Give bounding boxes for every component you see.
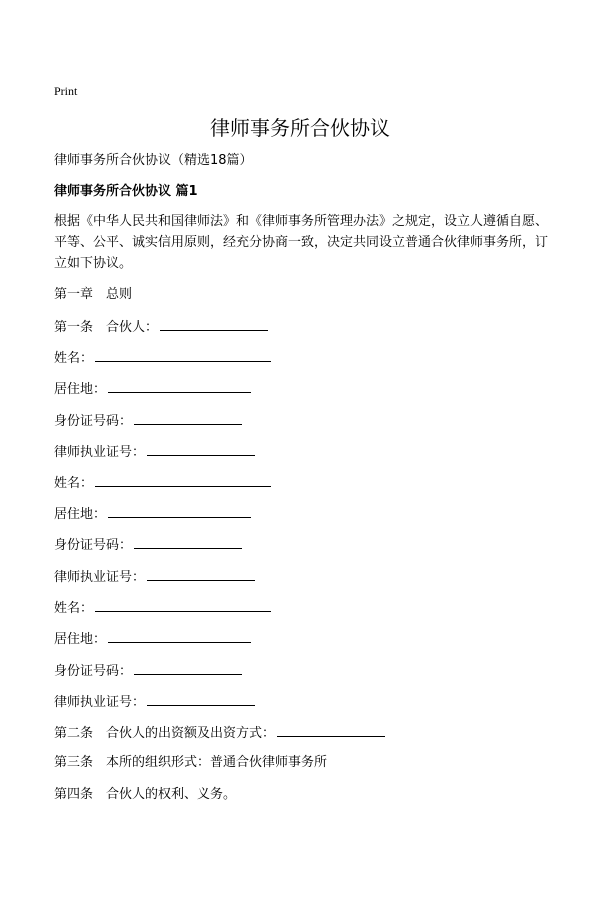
document-subtitle: 律师事务所合伙协议（精选18篇） <box>54 153 253 168</box>
residence-blank <box>108 379 251 393</box>
license-label: 律师执业证号： <box>54 695 146 710</box>
id-number-row <box>54 661 242 681</box>
residence-blank <box>108 504 251 518</box>
license-blank <box>147 567 255 581</box>
license-label: 律师执业证号： <box>54 570 146 585</box>
print-label[interactable]: Print <box>54 84 78 98</box>
id-number-label: 身份证号码： <box>54 414 133 429</box>
article-2-label: 第二条 合伙人的出资额及出资方式： <box>54 726 276 741</box>
residence-row <box>54 629 251 649</box>
name-row <box>54 348 271 368</box>
name-blank <box>95 598 271 612</box>
license-row <box>54 567 255 587</box>
article-1-row <box>54 317 268 337</box>
license-blank <box>147 692 255 706</box>
name-row <box>54 473 271 493</box>
id-number-row <box>54 535 242 555</box>
name-label: 姓名： <box>54 601 94 616</box>
residence-label: 居住地： <box>54 507 107 522</box>
name-label: 姓名： <box>54 476 94 491</box>
intro-paragraph: 根据《中华人民共和国律师法》和《律师事务所管理办法》之规定，设立人遵循自愿、平等、公平、诚实信用原则，经充分协商一致，决定共同设立普通合伙律师事务所，订立如下协议。 <box>54 214 549 271</box>
article-2-row <box>54 723 385 743</box>
license-row <box>54 442 255 462</box>
partner-blank <box>160 317 268 331</box>
article-4: 第四条 合伙人的权利、义务。 <box>54 787 237 802</box>
license-blank <box>147 442 255 456</box>
residence-label: 居住地： <box>54 382 107 397</box>
residence-row <box>54 504 251 524</box>
id-number-label: 身份证号码： <box>54 664 133 679</box>
name-blank <box>95 348 271 362</box>
name-blank <box>95 473 271 487</box>
name-row <box>54 598 271 618</box>
id-number-row <box>54 411 242 431</box>
article-1-label: 第一条 合伙人： <box>54 320 159 335</box>
residence-blank <box>108 629 251 643</box>
license-row <box>54 692 255 712</box>
name-label: 姓名： <box>54 351 94 366</box>
document-title: 律师事务所合伙协议 <box>210 116 390 140</box>
chapter-heading: 第一章 总则 <box>54 287 133 302</box>
residence-row <box>54 379 251 399</box>
id-number-label: 身份证号码： <box>54 538 133 553</box>
id-number-blank <box>134 661 242 675</box>
capital-blank <box>277 723 385 737</box>
section-heading: 律师事务所合伙协议 篇1 <box>54 184 198 199</box>
id-number-blank <box>134 535 242 549</box>
residence-label: 居住地： <box>54 632 107 647</box>
id-number-blank <box>134 411 242 425</box>
license-label: 律师执业证号： <box>54 445 146 460</box>
article-3: 第三条 本所的组织形式：普通合伙律师事务所 <box>54 755 328 770</box>
